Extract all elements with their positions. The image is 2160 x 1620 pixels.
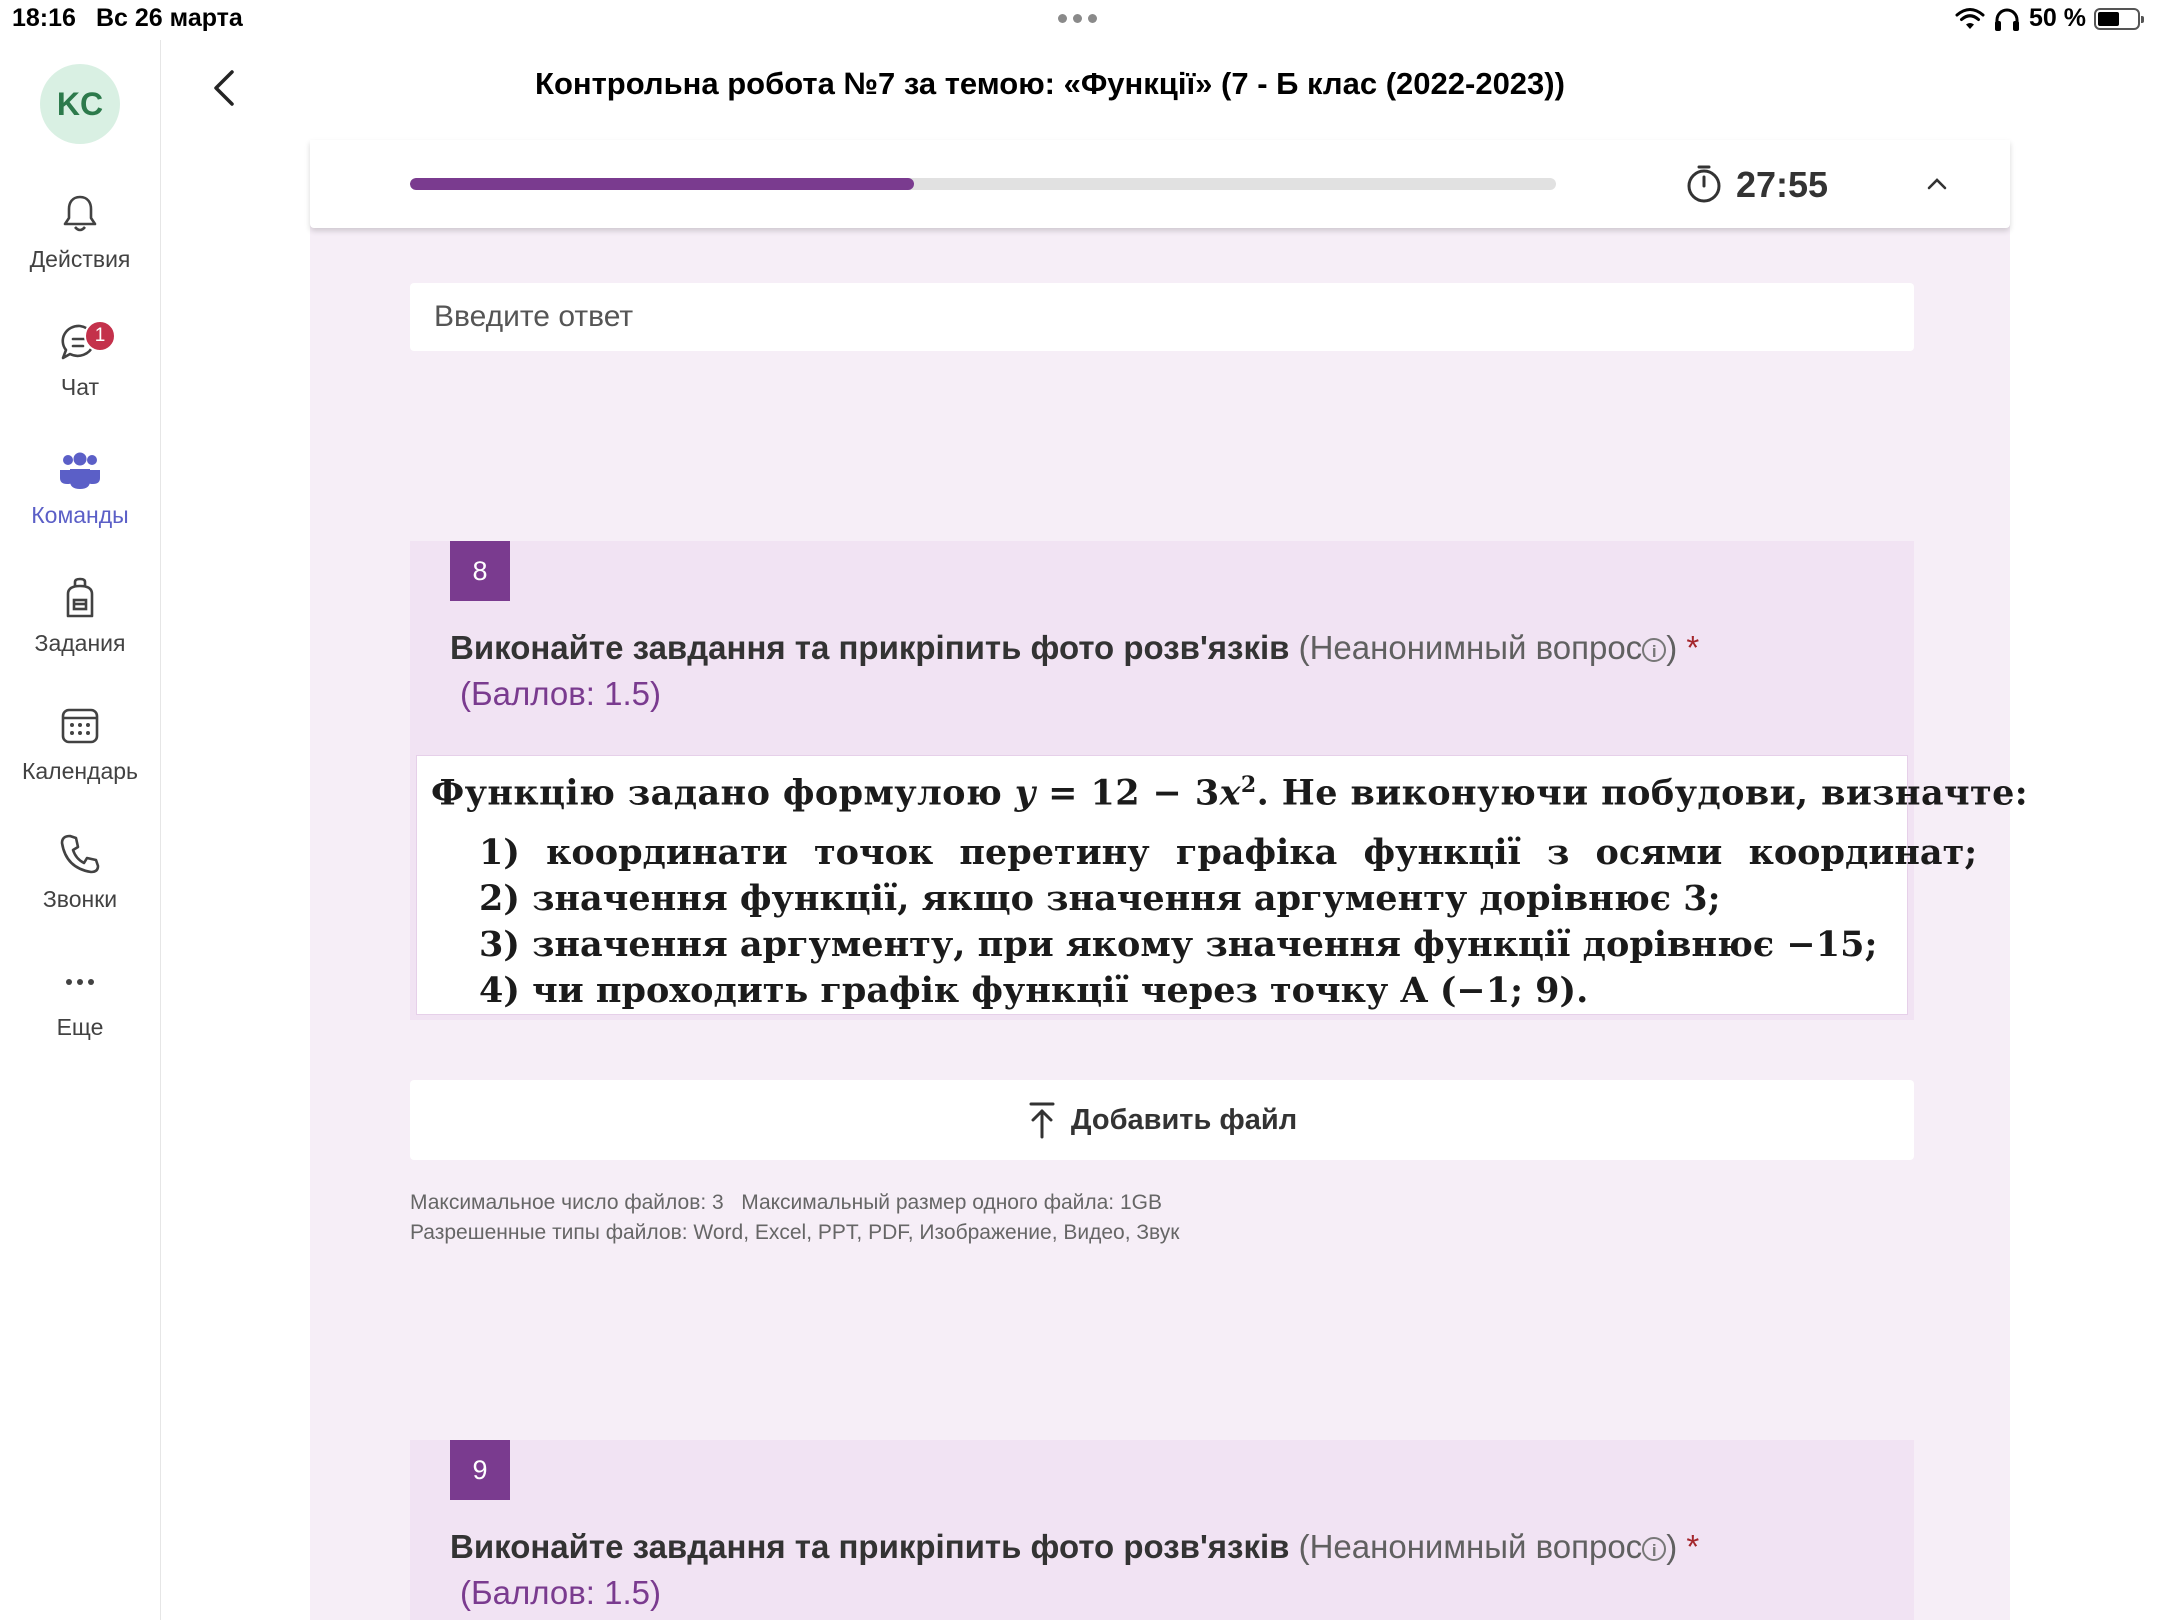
max-size: Максимальный размер одного файла: 1GB [741,1191,1162,1214]
anonymity-label: (Неанонимный вопрос [1298,1528,1643,1565]
question-card [410,1440,1914,1620]
add-file-button[interactable] [410,1080,1914,1160]
formula-x: x [1219,772,1241,814]
rail-item-chat[interactable] [0,320,160,430]
anonymity-close: ) [1666,629,1678,666]
progress-fill [410,178,914,190]
phone-icon [58,832,102,876]
formula-eq: = 12 − 3 [1035,772,1220,814]
question-number: 8 [450,541,510,601]
rail-item-teams[interactable] [0,448,160,558]
anonymity-label: (Неанонимный вопрос [1298,629,1643,666]
question-title [450,625,1890,717]
more-icon [58,960,102,1004]
problem-item: 2) значення функції, якщо значення аргументу дорівнює 3; [479,878,1721,919]
battery-percent: 50 % [2029,4,2086,32]
problem-image [416,755,2029,1015]
info-icon[interactable]: i [1642,638,1666,662]
rail-label: Чат [60,374,100,400]
collapse-chevron-icon[interactable] [1924,174,1950,194]
rail-item-calls[interactable] [0,832,160,942]
points-label: (Баллов: 1.5) [460,675,661,712]
add-file-label: Добавить файл [1070,1103,1298,1136]
question-text: Виконайте завдання та прикріпить фото розв'язків [450,629,1290,666]
avatar[interactable]: KC [40,64,120,144]
progress-header [310,140,2010,228]
rail-label: Команды [31,502,129,528]
battery-icon [2094,8,2140,30]
formula-y: y [1014,772,1036,814]
rail-label: Календарь [21,758,139,784]
points-label: (Баллов: 1.5) [460,1574,661,1611]
rail-item-more[interactable] [0,960,160,1070]
rail-item-activity[interactable] [0,192,160,302]
progress-bar [410,178,1556,190]
rail-label: Задания [34,630,126,656]
answer-input[interactable] [410,283,1914,351]
question-text: Виконайте завдання та прикріпить фото розв'язків [450,1528,1290,1565]
status-bar [0,0,2160,40]
stopwatch-icon [1684,164,1724,204]
chat-unread-badge: 1 [84,320,116,352]
upload-icon [1027,1101,1057,1139]
calendar-icon [58,704,102,748]
bell-icon [58,192,102,236]
status-date: Вс 26 марта [96,4,243,32]
problem-intro-line [431,772,2028,814]
file-limits [410,1191,1162,1215]
formula-exp: 2 [1240,772,1257,798]
anonymity-close: ) [1666,1528,1678,1565]
rail-item-assignments[interactable] [0,576,160,686]
teams-icon [58,448,102,492]
file-types: Разрешенные типы файлов: Word, Excel, PPT, PDF, Изображение, Видео, Звук [410,1221,1180,1244]
question-number: 9 [450,1440,510,1500]
question-title [450,1524,1890,1616]
problem-intro-end: . Не виконуючи побудови, визначте: [1256,772,2029,814]
backpack-icon [58,576,102,620]
required-asterisk: * [1686,1528,1700,1565]
timer: 27:55 [1736,164,1829,205]
question-card [410,541,2029,1020]
rail-label: Еще [56,1014,104,1040]
max-files: Максимальное число файлов: 3 [410,1191,724,1214]
status-time: 18:16 [12,4,76,32]
rail-item-calendar[interactable] [0,704,160,814]
required-asterisk: * [1686,629,1700,666]
problem-item: 4) чи проходить графік функції через точку A (−1; 9). [479,970,1589,1011]
wifi-icon [1955,7,1985,31]
problem-item: 3) значення аргументу, при якому значення функції дорівнює −15; [479,924,1878,965]
info-icon[interactable]: i [1642,1537,1666,1561]
rail-label: Действия [29,246,131,272]
app-rail [0,40,161,1620]
headphones-icon [1993,6,2021,32]
back-chevron-icon[interactable] [206,66,242,110]
problem-item: 1) координати точок перетину графіка функції з осями координат; [479,832,1978,873]
problem-intro: Функцію задано формулою [431,772,1003,814]
rail-label: Звонки [42,886,118,912]
multitasking-dots-icon[interactable] [1058,14,1097,23]
page-title: Контрольна робота №7 за темою: «Функції» (7 - Б клас (2022-2023)) [535,66,1565,101]
